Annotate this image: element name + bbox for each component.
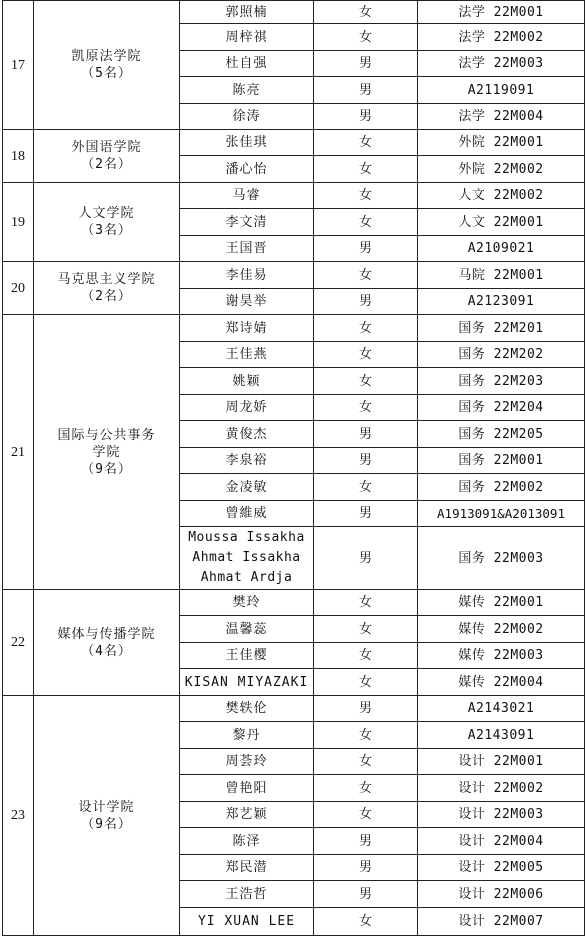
student-gender: 女 [314, 1, 418, 24]
table-row [3, 130, 585, 156]
student-name: 王佳樱 [180, 643, 314, 669]
student-code: 设计 22M005 [418, 855, 585, 881]
table-row [3, 696, 585, 722]
student-name: 李文清 [180, 209, 314, 236]
group-number: 23 [3, 696, 34, 936]
college-name-line: 国际与公共事务 [57, 427, 156, 443]
group-number: 17 [3, 1, 34, 130]
student-name: 马睿 [180, 183, 314, 209]
student-code: 国务 22M204 [418, 395, 585, 421]
student-code: 设计 22M003 [418, 802, 585, 828]
table-row [3, 1, 585, 24]
student-code: 法学 22M002 [418, 24, 585, 51]
group-number: 21 [3, 315, 34, 590]
student-code: 人文 22M001 [418, 209, 585, 236]
student-gender: 女 [314, 342, 418, 368]
college-name-line: 马克思主义学院 [57, 272, 156, 287]
student-name-line: Moussa Issakha [188, 530, 305, 545]
student-name: 黎丹 [180, 722, 314, 749]
student-code: A2143091 [418, 722, 585, 749]
college-name-line: 人文学院 [78, 206, 135, 221]
student-name: 姚颖 [180, 368, 314, 395]
student-gender: 男 [314, 236, 418, 262]
student-code: 国务 22M003 [418, 527, 585, 590]
student-name [180, 527, 314, 590]
student-name: 周荟玲 [180, 749, 314, 775]
student-code: 人文 22M002 [418, 183, 585, 209]
student-gender: 女 [314, 315, 418, 342]
college-name-line: 学院 [92, 444, 121, 460]
group-number: 20 [3, 262, 34, 315]
group-number: 22 [3, 590, 34, 696]
student-code: 媒传 22M002 [418, 616, 585, 643]
student-gender: 女 [314, 802, 418, 828]
table-row [3, 315, 585, 342]
student-name: 曾艳阳 [180, 775, 314, 802]
student-code: 法学 22M001 [418, 1, 585, 24]
student-name: 陈泽 [180, 828, 314, 855]
student-gender: 女 [314, 262, 418, 289]
student-gender: 女 [314, 775, 418, 802]
student-gender: 男 [314, 77, 418, 104]
student-gender: 男 [314, 448, 418, 474]
student-gender: 女 [314, 368, 418, 395]
college-name [34, 315, 180, 590]
college-name-line: （5名） [81, 66, 132, 81]
student-name: 周梓祺 [180, 24, 314, 51]
student-code: 外院 22M001 [418, 130, 585, 156]
college-name [34, 696, 180, 936]
table-row [3, 262, 585, 289]
student-code: 法学 22M003 [418, 51, 585, 77]
roster-body [3, 1, 585, 936]
student-code: 外院 22M002 [418, 156, 585, 183]
student-code: 国务 22M002 [418, 474, 585, 501]
student-gender: 女 [314, 590, 418, 616]
student-name: YI XUAN LEE [180, 908, 314, 936]
college-name-line: （2名） [81, 157, 132, 172]
student-code: 国务 22M203 [418, 368, 585, 395]
student-gender: 男 [314, 696, 418, 722]
student-name: 王佳燕 [180, 342, 314, 368]
student-code: 设计 22M004 [418, 828, 585, 855]
college-name-line: 外国语学院 [71, 140, 142, 155]
student-gender: 男 [314, 501, 418, 527]
student-gender: 男 [314, 855, 418, 881]
college-name-line: （9名） [81, 816, 132, 832]
college-name-line: 媒体与传播学院 [57, 626, 156, 642]
student-code: A2123091 [418, 289, 585, 315]
student-gender: 男 [314, 51, 418, 77]
student-code: 设计 22M007 [418, 908, 585, 936]
student-name: 潘心怡 [180, 156, 314, 183]
roster-table [2, 0, 585, 936]
student-name: 樊玲 [180, 590, 314, 616]
student-code: 媒传 22M003 [418, 643, 585, 669]
student-gender: 女 [314, 395, 418, 421]
college-name [34, 262, 180, 315]
student-code: 媒传 22M001 [418, 590, 585, 616]
student-gender: 女 [314, 749, 418, 775]
student-code: 国务 22M202 [418, 342, 585, 368]
student-code: 设计 22M001 [418, 749, 585, 775]
student-gender: 男 [314, 881, 418, 908]
student-code: A2119091 [418, 77, 585, 104]
student-gender: 女 [314, 616, 418, 643]
student-code: 国务 22M201 [418, 315, 585, 342]
student-name: 王国晋 [180, 236, 314, 262]
student-name: 陈亮 [180, 77, 314, 104]
table-row [3, 590, 585, 616]
student-code: 设计 22M006 [418, 881, 585, 908]
student-name: 郭照楠 [180, 1, 314, 24]
group-number: 19 [3, 183, 34, 262]
student-gender: 女 [314, 643, 418, 669]
student-name: 王浩哲 [180, 881, 314, 908]
student-code: A2109021 [418, 236, 585, 262]
student-gender: 女 [314, 156, 418, 183]
student-gender: 男 [314, 289, 418, 315]
student-gender: 女 [314, 474, 418, 501]
student-gender: 女 [314, 669, 418, 696]
student-name: 郑艺颖 [180, 802, 314, 828]
student-name: 谢昊举 [180, 289, 314, 315]
student-name-line: Ahmat Ardja [200, 570, 293, 585]
student-gender: 男 [314, 828, 418, 855]
student-name: 周龙娇 [180, 395, 314, 421]
student-code: A2143021 [418, 696, 585, 722]
student-name: 樊轶伦 [180, 696, 314, 722]
college-name [34, 1, 180, 130]
student-gender: 男 [314, 421, 418, 448]
student-gender: 女 [314, 908, 418, 936]
student-name: 张佳琪 [180, 130, 314, 156]
college-name [34, 590, 180, 696]
college-name-line: （3名） [81, 223, 132, 238]
college-name-line: （9名） [81, 461, 132, 477]
student-gender: 女 [314, 209, 418, 236]
college-name [34, 183, 180, 262]
student-code: 法学 22M004 [418, 104, 585, 130]
student-gender: 男 [314, 527, 418, 590]
group-number: 18 [3, 130, 34, 183]
college-name-line: 凯原法学院 [71, 49, 142, 64]
student-code: 马院 22M001 [418, 262, 585, 289]
student-gender: 女 [314, 183, 418, 209]
student-name: KISAN MIYAZAKI [180, 669, 314, 696]
student-code: 国务 22M001 [418, 448, 585, 474]
college-name-line: （2名） [81, 289, 132, 304]
student-name: 李泉裕 [180, 448, 314, 474]
student-name: 黄俊杰 [180, 421, 314, 448]
college-name [34, 130, 180, 183]
student-gender: 女 [314, 722, 418, 749]
student-name: 郑诗婧 [180, 315, 314, 342]
student-gender: 男 [314, 104, 418, 130]
student-code: 国务 22M205 [418, 421, 585, 448]
student-gender: 女 [314, 130, 418, 156]
college-name-line: （4名） [81, 643, 132, 659]
student-gender: 女 [314, 24, 418, 51]
student-code: 媒传 22M004 [418, 669, 585, 696]
student-code: A1913091&A2013091 [418, 501, 585, 527]
table-row [3, 183, 585, 209]
student-name: 曾維威 [180, 501, 314, 527]
student-code: 设计 22M002 [418, 775, 585, 802]
student-name: 李佳易 [180, 262, 314, 289]
student-name: 杜自强 [180, 51, 314, 77]
college-name-line: 设计学院 [78, 799, 135, 815]
student-name: 金凌敏 [180, 474, 314, 501]
student-name: 郑民潜 [180, 855, 314, 881]
student-name: 温馨蕊 [180, 616, 314, 643]
student-name: 徐涛 [180, 104, 314, 130]
student-name-line: Ahmat Issakha [192, 550, 301, 565]
